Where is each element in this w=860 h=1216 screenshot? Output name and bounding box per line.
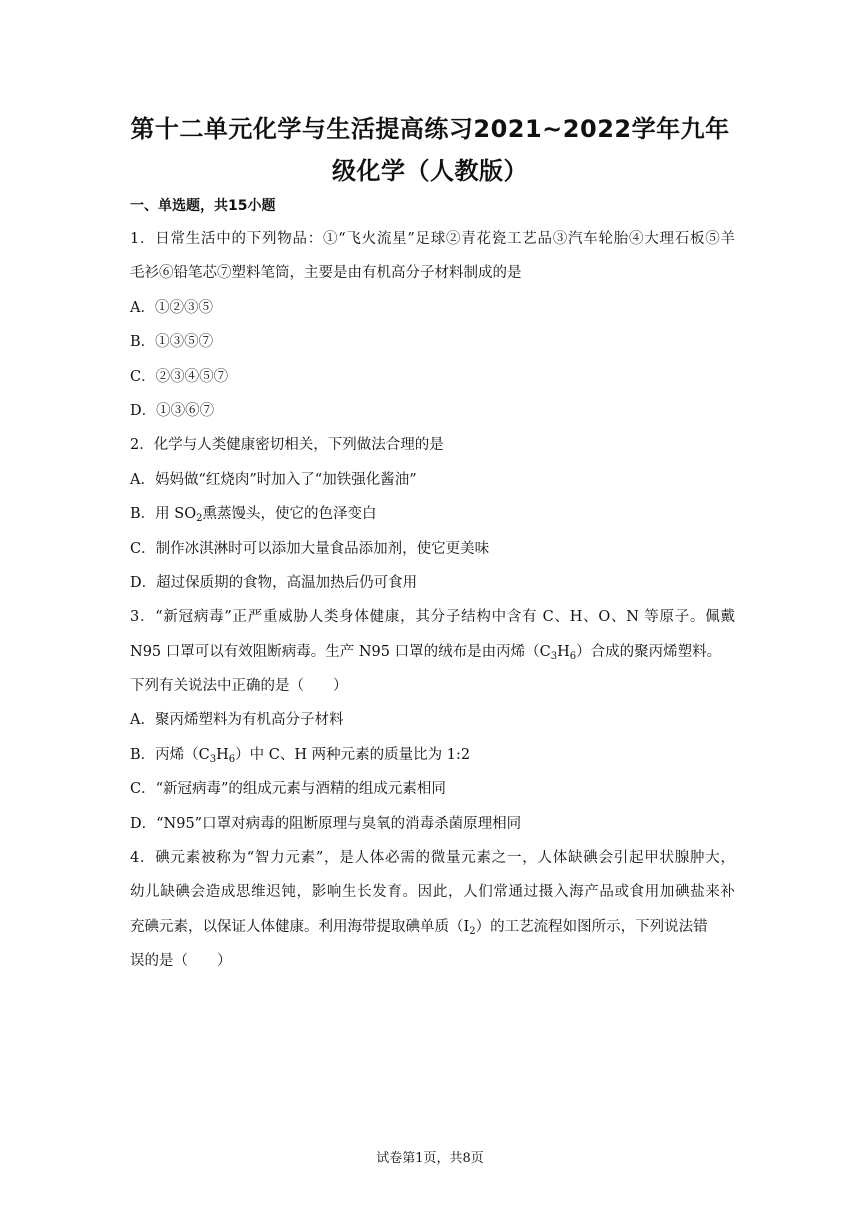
q3-option-b-text: B．丙烯（C xyxy=(130,746,210,763)
q3-option-b xyxy=(130,738,735,772)
q1-stem-line-2: 毛衫⑥铅笔芯⑦塑料笔筒，主要是由有机高分子材料制成的是 xyxy=(130,265,522,282)
q3-option-c: C．“新冠病毒”的组成元素与酒精的组成元素相同 xyxy=(130,781,446,798)
q3-stem-line-2 xyxy=(130,635,735,669)
q2-option-b xyxy=(130,497,735,531)
q4-stem-line-1: 4．碘元素被称为“智力元素”，是人体必需的微量元素之一，人体缺碘会引起甲状腺肿大， xyxy=(130,850,735,867)
q4-stem-line-2: 幼儿缺碘会造成思维迟钝，影响生长发育。因此，人们常通过摄入海产品或食用加碘盐来补 xyxy=(130,884,735,901)
q1-option-b: B．①③⑤⑦ xyxy=(130,334,214,351)
q4-stem-line-4: 误的是（ ） xyxy=(130,953,232,970)
q3-stem-line-3: 下列有关说法中正确的是（ ） xyxy=(130,678,348,695)
q4-stem-text: ）的工艺流程如图所示，下列说法错 xyxy=(475,918,708,935)
subscript: 2 xyxy=(469,925,476,937)
q3-option-b-text: ）中 C、H 两种元素的质量比为 1:2 xyxy=(235,746,471,763)
q2-option-a: A．妈妈做“红烧肉”时加入了“加铁强化酱油” xyxy=(130,471,417,488)
q3-option-a: A．聚丙烯塑料为有机高分子材料 xyxy=(130,712,344,729)
q2-option-b-text-rest: 熏蒸馒头，使它的色泽变白 xyxy=(202,506,377,523)
page-title: 第十二单元化学与生活提高练习2021~2022学年九年级化学（人教版） xyxy=(130,115,730,185)
q2-option-c: C．制作冰淇淋时可以添加大量食品添加剂，使它更美味 xyxy=(130,540,490,557)
q4-stem-line-3 xyxy=(130,910,735,944)
q2-option-b-text: B．用 SO xyxy=(130,506,197,523)
q3-stem-text: H xyxy=(557,643,570,660)
subscript: 3 xyxy=(550,650,558,662)
section-heading: 一、单选题，共15小题 xyxy=(130,198,276,214)
q1-option-d: D．①③⑥⑦ xyxy=(130,402,215,419)
subscript: 6 xyxy=(569,650,577,662)
q1-option-c: C．②③④⑤⑦ xyxy=(130,368,229,385)
q3-option-d: D．“N95”口罩对病毒的阻断原理与臭氧的消毒杀菌原理相同 xyxy=(130,815,522,832)
q2-stem: 2．化学与人类健康密切相关，下列做法合理的是 xyxy=(130,437,444,454)
subscript: 6 xyxy=(228,753,236,765)
question-list xyxy=(130,222,735,979)
q4-stem-text: 充碘元素，以保证人体健康。利用海带提取碘单质（I xyxy=(130,918,470,935)
q3-stem-text: ）合成的聚丙烯塑料。 xyxy=(576,643,722,660)
q3-stem-text: N95 口罩可以有效阻断病毒。生产 N95 口罩的绒布是由丙烯（C xyxy=(130,643,551,660)
page-footer: 试卷第1页，共8页 xyxy=(376,1151,484,1166)
q1-stem-line-1: 1．日常生活中的下列物品：①“飞火流星”足球②青花瓷工艺品③汽车轮胎④大理石板⑤羊 xyxy=(130,231,735,247)
subscript: 3 xyxy=(209,753,217,765)
q3-stem-line-1: 3．“新冠病毒”正严重威胁人类身体健康，其分子结构中含有 C、H、O、N 等原子。佩戴 xyxy=(130,609,735,626)
q2-option-d: D．超过保质期的食物，高温加热后仍可食用 xyxy=(130,574,418,591)
q1-option-a: A．①②③⑤ xyxy=(130,299,213,316)
subscript: 2 xyxy=(196,513,203,525)
q3-option-b-text: H xyxy=(216,746,229,763)
